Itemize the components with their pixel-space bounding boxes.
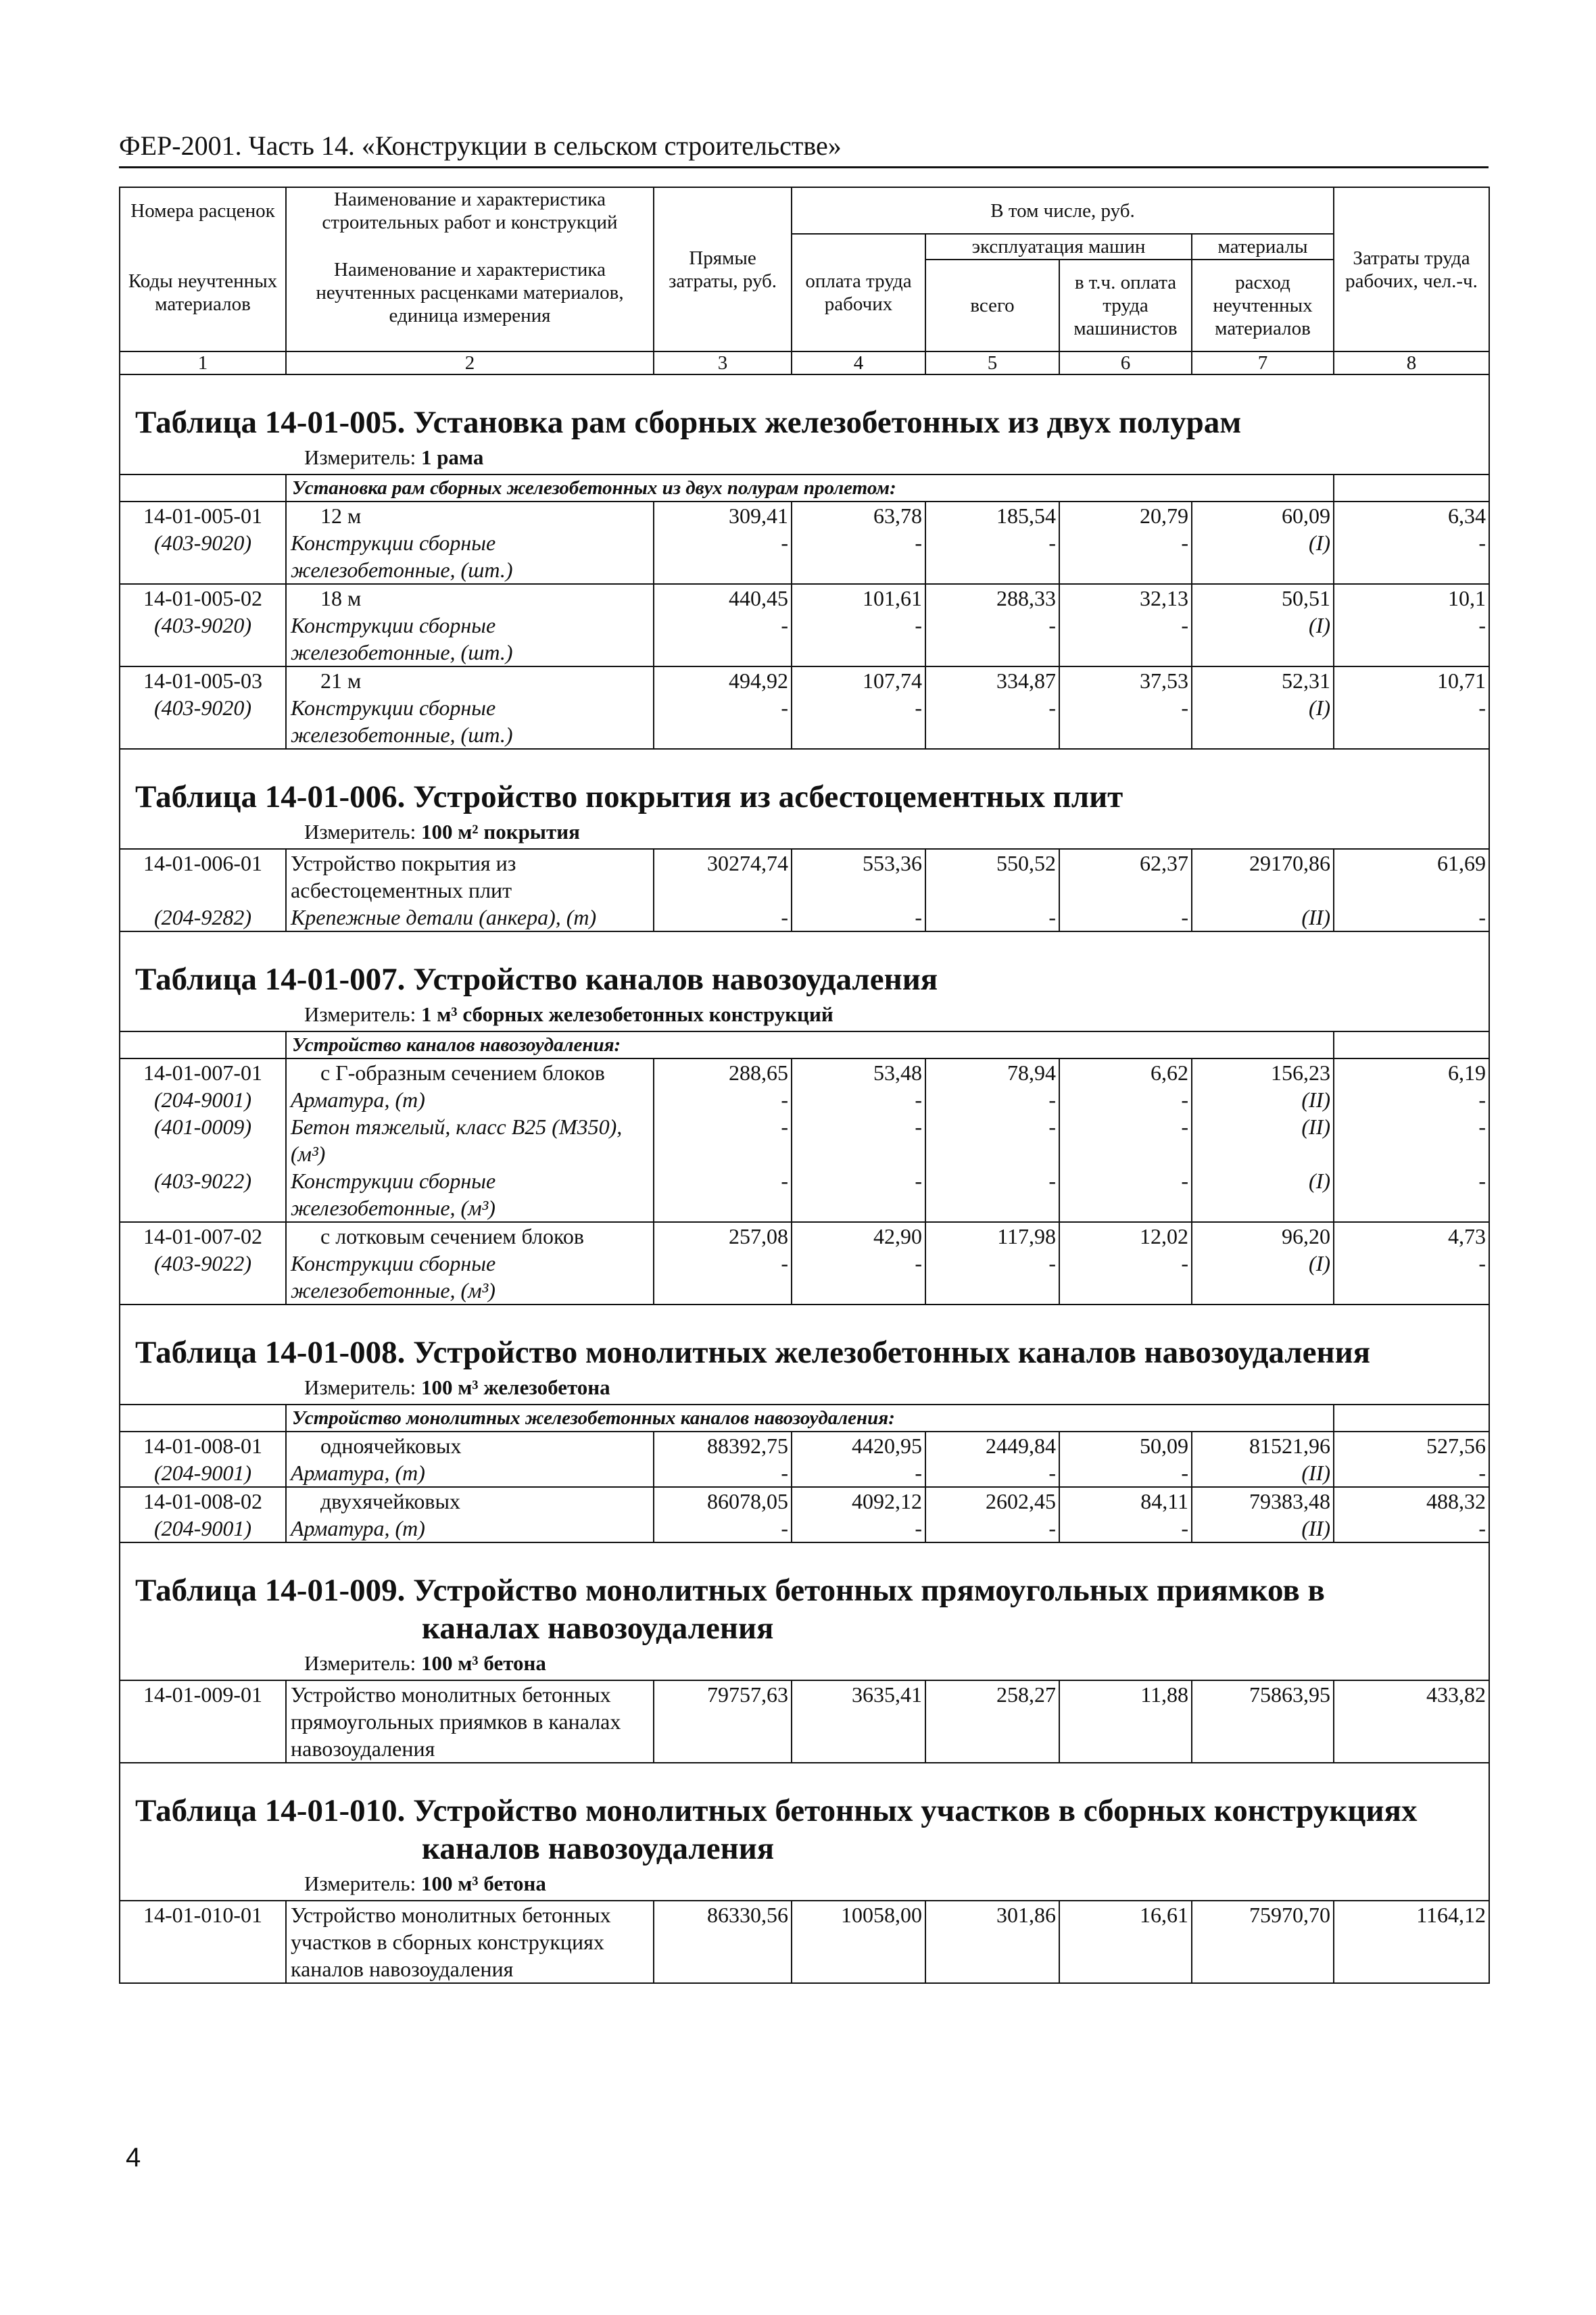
work-name: одноячейковых <box>286 1432 654 1459</box>
meter-value: 100 м³ бетона <box>420 1872 546 1895</box>
labor-costs: 433,82 <box>1334 1680 1489 1763</box>
table-heading <box>120 931 1489 998</box>
material-row <box>120 1113 1489 1167</box>
meter-row <box>120 1868 1489 1901</box>
rate-code: 14-01-008-01 <box>120 1432 286 1459</box>
section-empty <box>1334 1031 1489 1058</box>
labor-costs: 488,32 <box>1334 1487 1489 1515</box>
meter-label: Измеритель: <box>304 445 416 469</box>
table-title-row <box>120 1305 1489 1371</box>
direct-costs-dash: - <box>654 1113 792 1167</box>
work-name: 12 м <box>286 502 654 529</box>
work-name: с лотковым сечением блоков <box>286 1222 654 1250</box>
material-class: (I) <box>1192 1250 1334 1305</box>
machinist-pay: 11,88 <box>1059 1680 1192 1763</box>
material-class: (I) <box>1192 1167 1334 1222</box>
table-title-row <box>120 931 1489 998</box>
worker-pay: 4092,12 <box>792 1487 925 1515</box>
section-empty <box>120 1405 286 1432</box>
labor-costs-dash: - <box>1334 694 1489 749</box>
machines-total: 334,87 <box>925 666 1059 694</box>
materials-cost: 81521,96 <box>1192 1432 1334 1459</box>
materials-cost: 29170,86 <box>1192 849 1334 904</box>
machinist-pay-dash: - <box>1059 1167 1192 1222</box>
work-name: 18 м <box>286 584 654 612</box>
labor-costs: 4,73 <box>1334 1222 1489 1250</box>
table-title-continuation: каналов навозоудаления <box>422 1831 775 1866</box>
header-rule <box>119 166 1489 168</box>
table-heading <box>120 374 1489 441</box>
rates-table <box>119 187 1490 1984</box>
worker-pay: 4420,95 <box>792 1432 925 1459</box>
worker-pay: 10058,00 <box>792 1901 925 1983</box>
col-header-direct-costs: Прямые затраты, руб. <box>654 187 792 351</box>
direct-costs: 309,41 <box>654 502 792 529</box>
machinist-pay-dash: - <box>1059 1459 1192 1487</box>
labor-costs: 1164,12 <box>1334 1901 1489 1983</box>
worker-pay-dash: - <box>792 1459 925 1487</box>
machinist-pay: 20,79 <box>1059 502 1192 529</box>
labor-costs-dash: - <box>1334 1459 1489 1487</box>
material-row <box>120 904 1489 931</box>
labor-costs: 6,19 <box>1334 1058 1489 1086</box>
col-header-work-name: Наименование и характеристика строительных работ и конструкций <box>286 187 654 234</box>
material-code: (204-9001) <box>120 1515 286 1542</box>
table-title-text: Таблица 14-01-007. Устройство каналов навозоудаления <box>135 962 938 997</box>
machines-total-dash: - <box>925 1167 1059 1222</box>
labor-costs-dash: - <box>1334 1515 1489 1542</box>
direct-costs: 86330,56 <box>654 1901 792 1983</box>
labor-costs-dash: - <box>1334 612 1489 666</box>
section-empty <box>120 1031 286 1058</box>
rate-code: 14-01-007-02 <box>120 1222 286 1250</box>
worker-pay: 63,78 <box>792 502 925 529</box>
material-class: (II) <box>1192 1086 1334 1113</box>
meter-label: Измеритель: <box>304 1375 416 1399</box>
materials-cost: 75970,70 <box>1192 1901 1334 1983</box>
column-number: 3 <box>654 351 792 374</box>
rates-table-frame <box>119 187 1489 1984</box>
table-title-text: Таблица 14-01-008. Устройство монолитных железобетонных каналов навозоудаления <box>135 1335 1371 1370</box>
worker-pay-dash: - <box>792 529 925 584</box>
rate-code: 14-01-010-01 <box>120 1901 286 1983</box>
worker-pay-dash: - <box>792 1086 925 1113</box>
table-heading <box>120 1305 1489 1371</box>
direct-costs: 86078,05 <box>654 1487 792 1515</box>
section-empty <box>1334 1405 1489 1432</box>
material-name: Конструкции сборные железобетонные, (м³) <box>286 1250 654 1305</box>
work-name: с Г-образным сечением блоков <box>286 1058 654 1086</box>
machinist-pay: 32,13 <box>1059 584 1192 612</box>
table-title-text: Таблица 14-01-009. Устройство монолитных бетонных прямоугольных приямков в <box>135 1573 1325 1608</box>
meter-value: 1 м³ сборных железобетонных конструкций <box>420 1002 833 1026</box>
labor-costs: 61,69 <box>1334 849 1489 904</box>
machinist-pay: 6,62 <box>1059 1058 1192 1086</box>
rate-code: 14-01-008-02 <box>120 1487 286 1515</box>
col-header-worker-pay: оплата труда рабочих <box>792 234 925 351</box>
direct-costs: 79757,63 <box>654 1680 792 1763</box>
machines-total: 288,33 <box>925 584 1059 612</box>
material-row <box>120 529 1489 584</box>
material-name: Конструкции сборные железобетонные, (м³) <box>286 1167 654 1222</box>
material-class: (I) <box>1192 529 1334 584</box>
column-number: 6 <box>1059 351 1192 374</box>
worker-pay-dash: - <box>792 1515 925 1542</box>
material-name: Конструкции сборные железобетонные, (шт.) <box>286 694 654 749</box>
table-title <box>135 778 1489 816</box>
material-class: (II) <box>1192 1459 1334 1487</box>
table-title <box>135 960 1489 998</box>
direct-costs-dash: - <box>654 1515 792 1542</box>
col-header-labor-costs: Затраты труда рабочих, чел.-ч. <box>1334 187 1489 351</box>
table-meter <box>120 816 1489 849</box>
table-meter <box>120 1647 1489 1680</box>
material-class: (I) <box>1192 612 1334 666</box>
material-name: Конструкции сборные железобетонные, (шт.) <box>286 529 654 584</box>
labor-costs-dash: - <box>1334 1113 1489 1167</box>
materials-cost: 156,23 <box>1192 1058 1334 1086</box>
rate-row <box>120 1901 1489 1983</box>
work-name: Устройство монолитных бетонных участков в сборных конструкциях каналов навозоудаления <box>286 1901 654 1983</box>
machines-total: 2449,84 <box>925 1432 1059 1459</box>
table-title-row <box>120 374 1489 441</box>
materials-cost: 75863,95 <box>1192 1680 1334 1763</box>
table-meter <box>120 998 1489 1031</box>
section-row <box>120 1405 1489 1432</box>
rate-row <box>120 1222 1489 1250</box>
machinist-pay-dash: - <box>1059 694 1192 749</box>
labor-costs: 6,34 <box>1334 502 1489 529</box>
table-title <box>135 1334 1489 1371</box>
direct-costs: 494,92 <box>654 666 792 694</box>
material-name: Бетон тяжелый, класс В25 (М350), (м³) <box>286 1113 654 1167</box>
worker-pay: 53,48 <box>792 1058 925 1086</box>
table-title-row <box>120 749 1489 816</box>
material-row <box>120 1167 1489 1222</box>
materials-cost: 79383,48 <box>1192 1487 1334 1515</box>
table-title <box>135 1792 1489 1868</box>
worker-pay: 553,36 <box>792 849 925 904</box>
rate-row <box>120 1432 1489 1459</box>
direct-costs-dash: - <box>654 904 792 931</box>
labor-costs: 527,56 <box>1334 1432 1489 1459</box>
direct-costs-dash: - <box>654 1250 792 1305</box>
labor-costs-dash: - <box>1334 1086 1489 1113</box>
work-name: Устройство монолитных бетонных прямоугольных приямков в каналах навозоудаления <box>286 1680 654 1763</box>
material-code: (403-9022) <box>120 1250 286 1305</box>
machinist-pay: 37,53 <box>1059 666 1192 694</box>
direct-costs-dash: - <box>654 1459 792 1487</box>
worker-pay-dash: - <box>792 904 925 931</box>
column-number: 8 <box>1334 351 1489 374</box>
col-header-including: В том числе, руб. <box>792 187 1334 234</box>
material-row <box>120 1250 1489 1305</box>
meter-row <box>120 998 1489 1031</box>
material-code: (401-0009) <box>120 1113 286 1167</box>
rate-code: 14-01-009-01 <box>120 1680 286 1763</box>
rate-row <box>120 1058 1489 1086</box>
col-header-material-codes: Коды неучтенных материалов <box>120 234 286 351</box>
direct-costs: 288,65 <box>654 1058 792 1086</box>
machines-total-dash: - <box>925 1250 1059 1305</box>
material-code: (403-9020) <box>120 612 286 666</box>
machines-total: 550,52 <box>925 849 1059 904</box>
worker-pay-dash: - <box>792 1167 925 1222</box>
meter-row <box>120 1647 1489 1680</box>
machinist-pay-dash: - <box>1059 1113 1192 1167</box>
material-name: Арматура, (т) <box>286 1515 654 1542</box>
direct-costs-dash: - <box>654 1167 792 1222</box>
material-class: (II) <box>1192 1515 1334 1542</box>
table-heading <box>120 749 1489 816</box>
rate-row <box>120 1680 1489 1763</box>
machines-total: 258,27 <box>925 1680 1059 1763</box>
direct-costs-dash: - <box>654 694 792 749</box>
machinist-pay: 12,02 <box>1059 1222 1192 1250</box>
section-name: Установка рам сборных железобетонных из двух полурам пролетом: <box>286 474 1334 502</box>
labor-costs-dash: - <box>1334 1167 1489 1222</box>
work-name: 21 м <box>286 666 654 694</box>
direct-costs: 30274,74 <box>654 849 792 904</box>
material-name: Арматура, (т) <box>286 1459 654 1487</box>
page-number: 4 <box>126 2143 141 2172</box>
rate-code: 14-01-005-03 <box>120 666 286 694</box>
machinist-pay-dash: - <box>1059 1250 1192 1305</box>
meter-row <box>120 1371 1489 1405</box>
machines-total: 185,54 <box>925 502 1059 529</box>
labor-costs-dash: - <box>1334 529 1489 584</box>
material-class: (I) <box>1192 694 1334 749</box>
meter-value: 1 рама <box>420 445 484 469</box>
labor-costs-dash: - <box>1334 1250 1489 1305</box>
column-number-row <box>120 351 1489 374</box>
materials-cost: 52,31 <box>1192 666 1334 694</box>
machines-total-dash: - <box>925 694 1059 749</box>
work-name: Устройство покрытия из асбестоцементных плит <box>286 849 654 904</box>
rate-row <box>120 502 1489 529</box>
machines-total-dash: - <box>925 1459 1059 1487</box>
meter-row <box>120 441 1489 474</box>
machines-total-dash: - <box>925 612 1059 666</box>
direct-costs-dash: - <box>654 1086 792 1113</box>
materials-cost: 60,09 <box>1192 502 1334 529</box>
material-row <box>120 612 1489 666</box>
material-code: (403-9022) <box>120 1167 286 1222</box>
rate-row <box>120 584 1489 612</box>
meter-row <box>120 816 1489 849</box>
section-row <box>120 1031 1489 1058</box>
machinist-pay-dash: - <box>1059 529 1192 584</box>
work-name: двухячейковых <box>286 1487 654 1515</box>
col-header-material-name: Наименование и характеристика неучтенных расценками материалов, единица измерения <box>286 234 654 351</box>
material-code: (204-9001) <box>120 1086 286 1113</box>
labor-costs: 10,71 <box>1334 666 1489 694</box>
material-name: Крепежные детали (анкера), (т) <box>286 904 654 931</box>
machinist-pay-dash: - <box>1059 1515 1192 1542</box>
direct-costs-dash: - <box>654 529 792 584</box>
table-title <box>135 1571 1489 1647</box>
material-name: Арматура, (т) <box>286 1086 654 1113</box>
table-title-text: Таблица 14-01-010. Устройство монолитных бетонных участков в сборных конструкциях <box>135 1793 1418 1828</box>
machines-total-dash: - <box>925 1086 1059 1113</box>
machines-total-dash: - <box>925 529 1059 584</box>
col-header-machine-operation: эксплуатация машин <box>925 234 1192 260</box>
meter-label: Измеритель: <box>304 1872 416 1895</box>
page-header: ФЕР-2001. Часть 14. «Конструкции в сельском строительстве» <box>119 130 842 161</box>
column-number: 5 <box>925 351 1059 374</box>
table-meter <box>120 1868 1489 1901</box>
rate-row <box>120 849 1489 904</box>
table-column-headers <box>120 187 1489 351</box>
material-code: (403-9020) <box>120 529 286 584</box>
worker-pay-dash: - <box>792 1113 925 1167</box>
column-number: 1 <box>120 351 286 374</box>
material-code: (204-9282) <box>120 904 286 931</box>
material-row <box>120 1459 1489 1487</box>
table-title <box>135 404 1489 441</box>
col-header-materials: материалы <box>1192 234 1334 260</box>
material-row <box>120 1515 1489 1542</box>
worker-pay: 42,90 <box>792 1222 925 1250</box>
meter-label: Измеритель: <box>304 1651 416 1675</box>
direct-costs: 88392,75 <box>654 1432 792 1459</box>
machines-total-dash: - <box>925 1515 1059 1542</box>
table-title-text: Таблица 14-01-006. Устройство покрытия из асбестоцементных плит <box>135 779 1123 814</box>
table-title-row <box>120 1542 1489 1647</box>
column-number: 2 <box>286 351 654 374</box>
rate-code: 14-01-006-01 <box>120 849 286 904</box>
section-empty <box>1334 474 1489 502</box>
material-code: (403-9020) <box>120 694 286 749</box>
rate-row <box>120 1487 1489 1515</box>
labor-costs-dash: - <box>1334 904 1489 931</box>
direct-costs: 257,08 <box>654 1222 792 1250</box>
worker-pay: 107,74 <box>792 666 925 694</box>
material-row <box>120 694 1489 749</box>
section-row <box>120 474 1489 502</box>
machinist-pay: 62,37 <box>1059 849 1192 904</box>
machines-total: 78,94 <box>925 1058 1059 1086</box>
worker-pay-dash: - <box>792 612 925 666</box>
col-header-material-consumption: расход неучтенных материалов <box>1192 260 1334 351</box>
machinist-pay-dash: - <box>1059 612 1192 666</box>
machinist-pay-dash: - <box>1059 1086 1192 1113</box>
meter-label: Измеритель: <box>304 820 416 844</box>
worker-pay: 3635,41 <box>792 1680 925 1763</box>
machinist-pay: 16,61 <box>1059 1901 1192 1983</box>
material-code: (204-9001) <box>120 1459 286 1487</box>
table-title-text: Таблица 14-01-005. Установка рам сборных железобетонных из двух полурам <box>135 405 1242 440</box>
material-row <box>120 1086 1489 1113</box>
rate-code: 14-01-005-02 <box>120 584 286 612</box>
worker-pay-dash: - <box>792 1250 925 1305</box>
machines-total-dash: - <box>925 904 1059 931</box>
meter-value: 100 м³ бетона <box>420 1651 546 1675</box>
meter-value: 100 м³ железобетона <box>420 1375 610 1399</box>
material-class: (II) <box>1192 1113 1334 1167</box>
machines-total: 2602,45 <box>925 1487 1059 1515</box>
worker-pay: 101,61 <box>792 584 925 612</box>
meter-value: 100 м² покрытия <box>420 820 580 844</box>
worker-pay-dash: - <box>792 694 925 749</box>
materials-cost: 96,20 <box>1192 1222 1334 1250</box>
machinist-pay: 50,09 <box>1059 1432 1192 1459</box>
table-heading <box>120 1542 1489 1647</box>
machinist-pay: 84,11 <box>1059 1487 1192 1515</box>
material-class: (II) <box>1192 904 1334 931</box>
machines-total-dash: - <box>925 1113 1059 1167</box>
machines-total: 301,86 <box>925 1901 1059 1983</box>
section-name: Устройство монолитных железобетонных каналов навозоудаления: <box>286 1405 1334 1432</box>
direct-costs-dash: - <box>654 612 792 666</box>
table-title-continuation: каналах навозоудаления <box>422 1611 774 1646</box>
materials-cost: 50,51 <box>1192 584 1334 612</box>
machinist-pay-dash: - <box>1059 904 1192 931</box>
table-meter <box>120 1371 1489 1405</box>
material-name: Конструкции сборные железобетонные, (шт.) <box>286 612 654 666</box>
column-number: 4 <box>792 351 925 374</box>
labor-costs: 10,1 <box>1334 584 1489 612</box>
direct-costs: 440,45 <box>654 584 792 612</box>
meter-label: Измеритель: <box>304 1002 416 1026</box>
rate-code: 14-01-005-01 <box>120 502 286 529</box>
machines-total: 117,98 <box>925 1222 1059 1250</box>
col-header-machinist-pay: в т.ч. оплата труда машинистов <box>1059 260 1192 351</box>
table-meter <box>120 441 1489 474</box>
section-name: Устройство каналов навозоудаления: <box>286 1031 1334 1058</box>
column-number: 7 <box>1192 351 1334 374</box>
table-heading <box>120 1763 1489 1868</box>
rate-row <box>120 666 1489 694</box>
col-header-rate-numbers: Номера расценок <box>120 187 286 234</box>
col-header-machines-total: всего <box>925 260 1059 351</box>
table-title-row <box>120 1763 1489 1868</box>
rate-code: 14-01-007-01 <box>120 1058 286 1086</box>
section-empty <box>120 474 286 502</box>
